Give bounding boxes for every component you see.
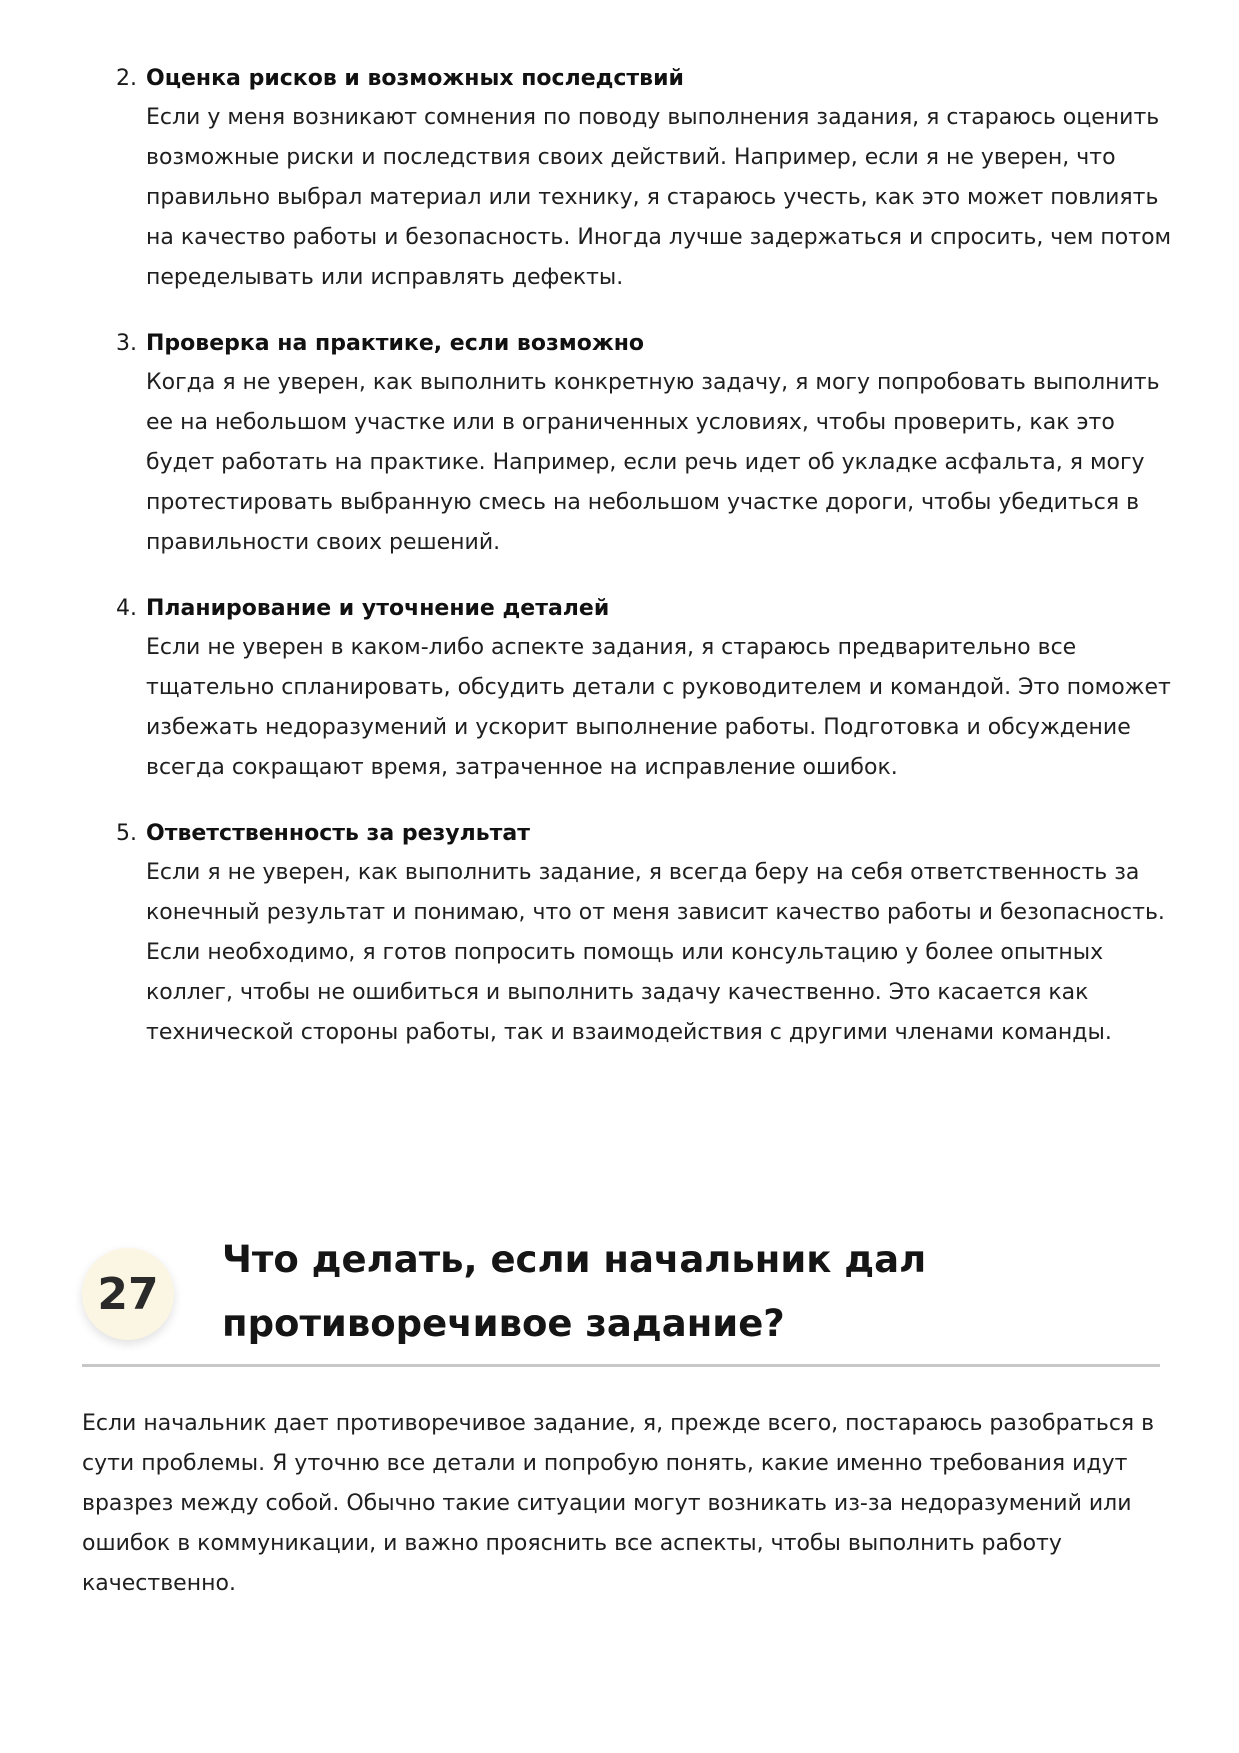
list-item-body: Когда я не уверен, как выполнить конкретную задачу, я могу попробовать выполнить ее на небольшом участке или в ограниченных условиях, чтобы проверить, как это будет работать на практике. Например, если речь идет об укладке асфальта, я могу протестировать выбранную смесь на небольшом участке дороги, чтобы убедиться в правильности своих решений. — [146, 370, 1160, 555]
section-header — [82, 1228, 1160, 1360]
section-title: Что делать, если начальник дал противоречивое задание? — [222, 1238, 927, 1345]
list-item — [116, 590, 1176, 788]
list-item-number: 2. — [116, 66, 137, 91]
list-item — [116, 815, 1176, 1053]
section-paragraph: Если начальник дает противоречивое задание, я, прежде всего, постараюсь разобраться в сути проблемы. Я уточню все детали и попробую понять, какие именно требования идут вразрез между собой. Обычно такие ситуации могут возникать из-за недоразумений или ошибок в коммуникации, и важно прояснить все аспекты, чтобы выполнить работу качественно. — [82, 1411, 1155, 1596]
list-item-number: 3. — [116, 331, 137, 356]
list-item-number: 4. — [116, 596, 137, 621]
numbered-list — [116, 60, 1176, 1080]
section-number-badge: 27 — [82, 1248, 174, 1340]
list-item-title: Планирование и уточнение деталей — [146, 596, 610, 621]
list-item-body: Если я не уверен, как выполнить задание, я всегда беру на себя ответственность за конечный результат и понимаю, что от меня зависит качество работы и безопасность. Если необходимо, я готов попросить помощь или консультацию у более опытных коллег, чтобы не ошибиться и выполнить задачу качественно. Это касается как технической стороны работы, так и взаимодействия с другими членами команды. — [146, 860, 1165, 1045]
list-item-title: Ответственность за результат — [146, 821, 531, 846]
list-item-title: Проверка на практике, если возможно — [146, 331, 645, 356]
list-item-body: Если у меня возникают сомнения по поводу выполнения задания, я стараюсь оценить возможные риски и последствия своих действий. Например, если я не уверен, что правильно выбрал материал или технику, я стараюсь учесть, как это может повлиять на качество работы и безопасность. Иногда лучше задержаться и спросить, чем потом переделывать или исправлять дефекты. — [146, 105, 1172, 290]
section-divider — [82, 1364, 1160, 1367]
list-item-body: Если не уверен в каком-либо аспекте задания, я стараюсь предварительно все тщательно спланировать, обсудить детали с руководителем и командой. Это поможет избежать недоразумений и ускорит выполнение работы. Подготовка и обсуждение всегда сокращают время, затраченное на исправление ошибок. — [146, 635, 1171, 780]
list-item — [116, 60, 1176, 298]
list-item-number: 5. — [116, 821, 137, 846]
list-item — [116, 325, 1176, 563]
list-item-title: Оценка рисков и возможных последствий — [146, 66, 684, 91]
